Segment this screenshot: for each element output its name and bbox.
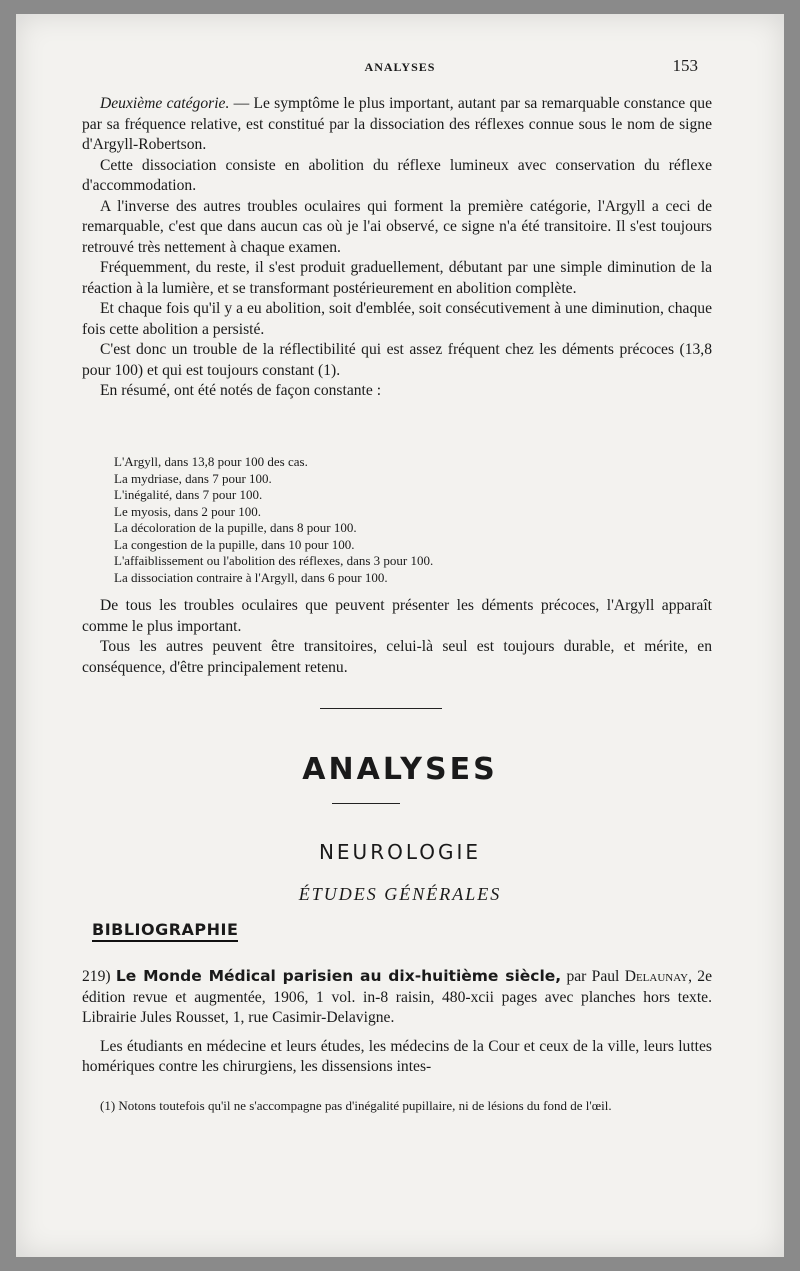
paragraph: Tous les autres peuvent être transitoires, celui-là seul est toujours durable, et mérite, en conséquence, d'être principalement retenu.	[82, 638, 712, 676]
paragraph: En résumé, ont été notés de façon constante :	[100, 382, 382, 399]
section-title: ANALYSES	[302, 752, 498, 787]
footnote	[82, 1098, 712, 1114]
entry-paragraph: Les étudiants en médecine et leurs études, les médecins de la Cour et ceux de la ville, leurs luttes homériques contre les chirurgiens, les dissensions intes-	[82, 1037, 712, 1075]
category-label: Deuxième catégorie.	[100, 95, 230, 112]
section-subtitle: NEUROLOGIE	[318, 840, 482, 864]
summary-list	[114, 454, 634, 586]
closing-text	[82, 596, 712, 678]
entry-details: , 2e édition revue et augmentée, 1906, 1 vol. in-8 raisin, 480-xcii pages avec planches hors texte. Librairie Jules Rousset, 1, rue Casimir-Delavigne.	[82, 968, 713, 1026]
list-item: L'affaiblissement ou l'abolition des réflexes, dans 3 pour 100.	[114, 553, 434, 568]
list-item: Le myosis, dans 2 pour 100.	[114, 503, 261, 519]
running-header: ANALYSES	[364, 60, 436, 74]
entry-author-prefix: par Paul	[561, 968, 620, 985]
bibliography-entry	[82, 966, 712, 1078]
intro-paragraph	[82, 94, 712, 156]
paragraph: Et chaque fois qu'il y a eu abolition, soit d'emblée, soit consécutivement à une diminution, chaque fois cette abolition a persisté.	[82, 300, 712, 338]
footnote-text: (1) Notons toutefois qu'il ne s'accompagne pas d'inégalité pupillaire, ni de lésions du fond de l'œil.	[100, 1098, 612, 1113]
divider-rule	[332, 803, 400, 804]
entry-author: Delaunay	[624, 968, 689, 985]
divider-rule	[320, 708, 442, 709]
list-item: La décoloration de la pupille, dans 8 pour 100.	[114, 520, 357, 535]
page-number: 153	[672, 56, 698, 75]
entry-header	[82, 966, 712, 1029]
paragraph: C'est donc un trouble de la réflectibilité qui est assez fréquent chez les déments précoces (13,8 pour 100) et qui est toujours constant (1).	[82, 341, 712, 379]
paragraph: De tous les troubles oculaires que peuvent présenter les déments précoces, l'Argyll apparaît comme le plus important.	[82, 597, 712, 635]
list-item: La dissociation contraire à l'Argyll, dans 6 pour 100.	[114, 569, 388, 585]
list-item: L'Argyll, dans 13,8 pour 100 des cas.	[114, 454, 308, 469]
paragraph: Fréquemment, du reste, il s'est produit graduellement, débutant par une simple diminution de la réaction à la lumière, et se transformant postérieurement en abolition complète.	[82, 259, 712, 297]
entry-number: 219)	[82, 968, 111, 985]
subsection-title: ÉTUDES GÉNÉRALES	[298, 884, 502, 904]
main-text	[82, 94, 712, 402]
category-heading: BIBLIOGRAPHIE	[92, 920, 238, 942]
paragraph: Cette dissociation consiste en abolition du réflexe lumineux avec conservation du réflexe d'accommodation.	[82, 156, 712, 194]
entry-title: Le Monde Médical parisien au dix-huitième siècle,	[115, 967, 562, 985]
paragraph: A l'inverse des autres troubles oculaires qui forment la première catégorie, l'Argyll a ceci de remarquable, c'est que dans aucun cas où je l'ai observé, ce signe n'a été transitoire. Il s'est toujours retrouvé très nettement à chaque examen.	[82, 197, 712, 256]
page	[16, 14, 784, 1257]
list-item: L'inégalité, dans 7 pour 100.	[114, 487, 263, 502]
intro-text: — Le symptôme le plus important, autant par sa remarquable constance que par sa fréquence relative, est constitué par la dissociation des réflexes connue sous le nom de signe d'Argyll-Robertson.	[82, 95, 712, 153]
list-item: La mydriase, dans 7 pour 100.	[114, 470, 272, 486]
list-item: La congestion de la pupille, dans 10 pour 100.	[114, 536, 355, 552]
